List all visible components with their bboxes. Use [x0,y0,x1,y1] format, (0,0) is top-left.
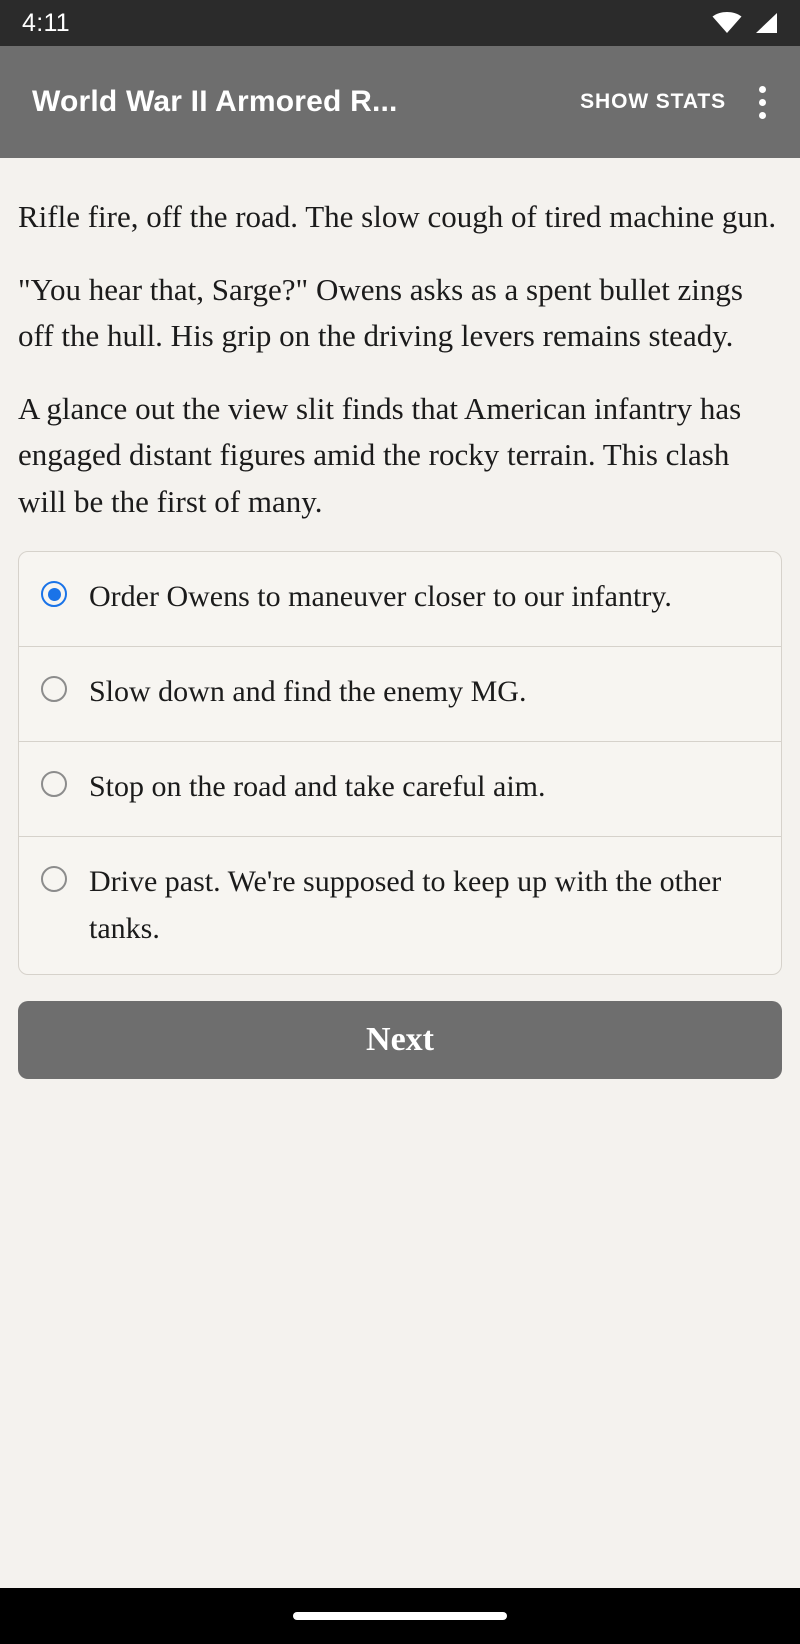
story-paragraph: "You hear that, Sarge?" Owens asks as a spent bullet zings off the hull. His grip on the driving levers remains steady. [18,271,743,353]
choice-label: Order Owens to maneuver closer to our infantry. [89,580,672,613]
next-button[interactable]: Next [18,1001,782,1079]
page-title: World War II Armored R... [32,85,398,118]
choice-option-3[interactable] [19,742,781,837]
overflow-dot [759,99,766,106]
cell-signal-icon [752,12,778,34]
status-bar [0,0,800,46]
overflow-dot [759,86,766,93]
story-paragraph: A glance out the view slit finds that American infantry has engaged distant figures amid the rocky terrain. This clash will be the first of many. [18,390,742,519]
wifi-icon [712,12,742,34]
radio-button[interactable] [41,676,67,702]
choice-option-1[interactable] [19,552,781,647]
radio-button-selected[interactable] [41,581,67,607]
story-text [18,158,782,525]
app-bar [0,46,800,158]
radio-button[interactable] [41,866,67,892]
overflow-dot [759,112,766,119]
status-clock: 4:11 [22,8,71,37]
choice-list [18,551,782,975]
story-paragraph: Rifle fire, off the road. The slow cough of tired machine gun. [18,199,777,234]
more-vert-icon[interactable] [738,72,786,132]
choice-label: Slow down and find the enemy MG. [89,675,527,708]
main-content [0,158,800,1588]
choice-label: Stop on the road and take careful aim. [89,770,546,803]
show-stats-button[interactable]: SHOW STATS [580,90,726,113]
home-indicator[interactable] [293,1612,507,1620]
status-icons [712,12,778,34]
system-navigation-bar [0,1588,800,1644]
choice-option-4[interactable] [19,837,781,974]
radio-button[interactable] [41,771,67,797]
choice-option-2[interactable] [19,647,781,742]
choice-label: Drive past. We're supposed to keep up with the other tanks. [89,865,722,945]
